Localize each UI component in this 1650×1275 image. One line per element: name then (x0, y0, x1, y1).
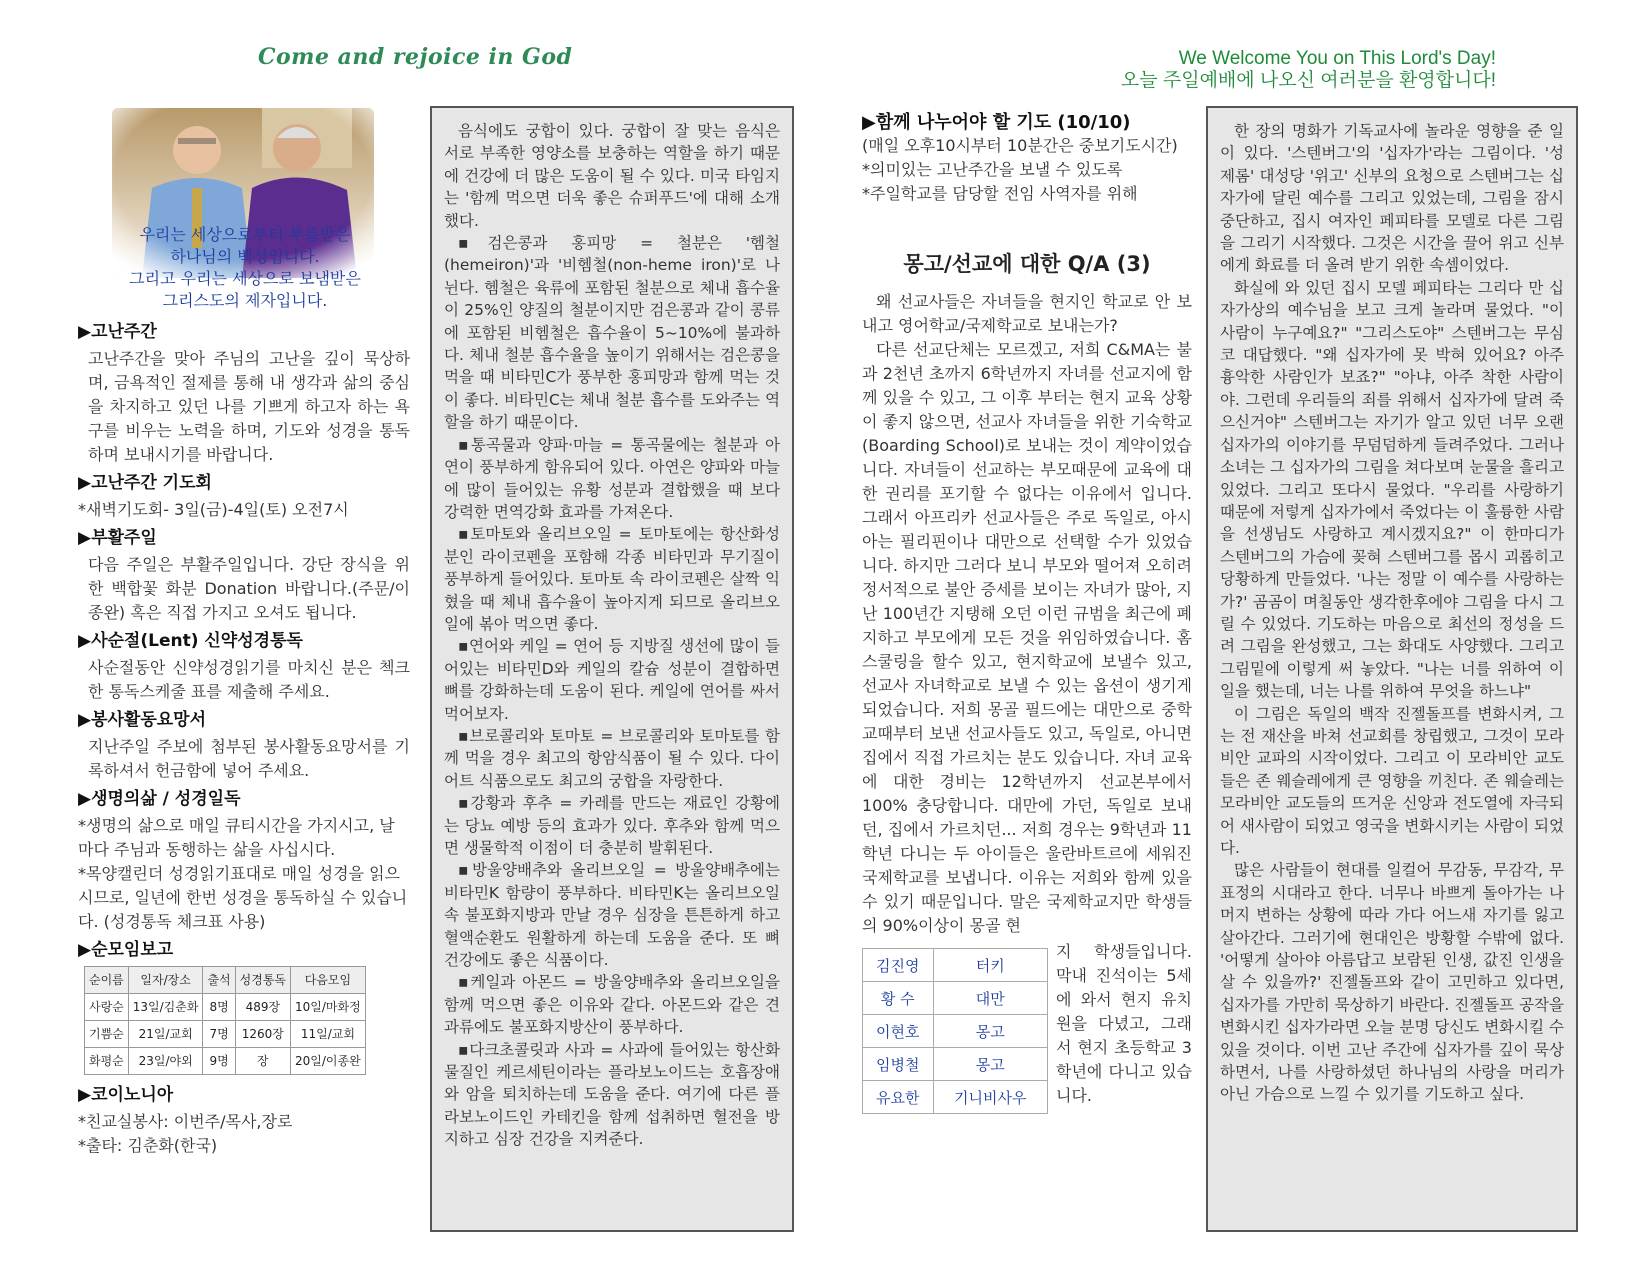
missionary-name: 이현호 (863, 1015, 934, 1048)
prayer-qa-column (862, 108, 1192, 1114)
section-title: ▶순모임보고 (78, 940, 174, 960)
table-cell: 사랑순 (85, 994, 129, 1021)
qa-body (862, 290, 1192, 938)
paragraph: ▪토마토와 올리브오일 = 토마토에는 항산화성분인 라이코펜을 포함해 각종 비타민과 무기질이 풍부하게 들어있다. 토마토 속 라이코펜은 살짝 익혔을 때 체내 흡수율이 높아지게 되므로 올리브오일에 볶아 먹으면 좋다. (444, 525, 780, 633)
section-title: ▶생명의삶 / 성경일독 (78, 789, 241, 809)
missionary-country: 대만 (933, 982, 1047, 1015)
table-row (85, 1021, 366, 1048)
prayer-line: *주일학교를 담당할 전임 사역자를 위해 (862, 184, 1138, 203)
story-box (1206, 106, 1578, 1232)
section-body: 다음 주일은 부활주일입니다. 강단 장식을 위한 백합꽃 화분 Donation 바랍니다.(주문/이종완) 혹은 직접 가지고 오셔도 됩니다. (88, 555, 410, 622)
section-body: *친교실봉사: 이번주/목사,장로 (78, 1112, 293, 1131)
food-pairing-box (430, 106, 794, 1232)
announcements-column (78, 316, 410, 1158)
caption-line: 그리스도의 제자입니다. (162, 291, 328, 310)
table-row (85, 994, 366, 1021)
section-body: *목양캘린더 성경읽기표대로 매일 성경을 읽으시므로, 일년에 한번 성경을 통독하실 수 있습니다. (성경통독 체크표 사용) (78, 864, 408, 931)
table-cell: 11일/교회 (291, 1021, 366, 1048)
column-header: 출석 (203, 967, 235, 994)
table-cell: 7명 (203, 1021, 235, 1048)
paragraph: ▪브로콜리와 토마토 = 브로콜리와 토마토를 함께 먹을 경우 최고의 항암식품이 될 수 있다. 다이어트 식품으로도 최고의 궁합을 자랑한다. (444, 726, 780, 790)
paragraph: ▪케일과 아몬드 = 방울양배추와 올리브오일을 함께 먹으면 좋은 이유와 같다. 아몬드와 같은 견과류에도 불포화지방산이 풍부하다. (444, 973, 780, 1037)
section-body: *생명의 삶으로 매일 큐티시간을 가지시고, 날마다 주님과 동행하는 삶을 사십시다. (78, 816, 395, 859)
column-header: 성경통독 (235, 967, 290, 994)
paragraph: ▪다크초콜릿과 사과 = 사과에 들어있는 항산화물질인 케르세틴이라는 플라보노이드는 호흡장애와 암을 퇴치하는데 도움을 준다. 여기에 다른 플라보노이드인 카테킨을 함께 섭취하면 혈전을 방지하고 심장 건강을 지켜준다. (444, 1040, 780, 1149)
caption-line: 우리는 세상으로부터 부름받은 (139, 225, 351, 244)
story-text (1220, 120, 1564, 1106)
column-header: 다음모임 (291, 967, 366, 994)
section-title: ▶부활주일 (78, 528, 157, 548)
section-title: ▶고난주간 기도회 (78, 473, 212, 493)
caption-line: 하나님의 백성입니다. (170, 247, 320, 266)
section-title: ▶코이노니아 (78, 1085, 174, 1105)
paragraph: ▪강황과 후추 = 카레를 만드는 재료인 강황에는 당뇨 예방 등의 효과가 있다. 후추와 함께 먹으면 생물학적 이점이 더 충분히 발휘된다. (444, 794, 780, 857)
small-group-report-table (84, 966, 366, 1075)
qa-footer (862, 940, 1192, 1114)
missionary-name: 김진영 (863, 949, 934, 982)
table-cell: 기쁨순 (85, 1021, 129, 1048)
section-title: ▶봉사활동요망서 (78, 710, 207, 730)
missionary-country: 기니비사우 (933, 1081, 1047, 1114)
paragraph: ▪방울양배추와 올리브오일 = 방울양배추에는 비타민K 함량이 풍부하다. 비타민K는 올리브오일 속 불포화지방과 만날 경우 심장을 튼튼하게 하고 혈액순환도 원활하게 하는데 도움을 준다. 또 뼈 건강에도 좋은 식품이다. (444, 861, 780, 970)
missionary-name: 황 수 (863, 982, 934, 1015)
table-cell: 23일/야외 (128, 1048, 203, 1075)
section-title: ▶사순절(Lent) 신약성경통독 (78, 631, 303, 651)
welcome-korean: 오늘 주일예배에 나오신 여러분을 환영합니다! (1120, 70, 1496, 91)
prayer-line: (매일 오후10시부터 10분간은 중보기도시간) (862, 136, 1178, 155)
missionary-country: 터키 (933, 949, 1047, 982)
qa-tail: 지 학생들입니다. 막내 진석이는 5세에 와서 현지 유치원을 다녔고, 그래서 현지 초등학교 3학년에 다니고 있습니다. (1056, 942, 1192, 1105)
section-title: ▶고난주간 (78, 322, 157, 342)
table-row (863, 1015, 1048, 1048)
section-body: *출타: 김춘화(한국) (78, 1136, 218, 1155)
paragraph: ▪연어와 케일 = 연어 등 지방질 생선에 많이 들어있는 비타민D와 케일의 칼슘 성분이 결합하면 뼈를 강화하는데 도움이 된다. 케일에 연어를 싸서 먹어보자. (444, 637, 780, 723)
table-cell: 13일/김춘화 (128, 994, 203, 1021)
table-cell: 21일/교회 (128, 1021, 203, 1048)
table-row (863, 982, 1048, 1015)
table-cell: 489장 (235, 994, 290, 1021)
caption-line: 그리고 우리는 세상으로 보냄받은 (129, 269, 361, 288)
table-cell: 10일/마화정 (291, 994, 366, 1021)
paragraph: ▪통곡물과 양파·마늘 = 통곡물에는 철분과 아연이 풍부하게 함유되어 있다. 아연은 양파와 마늘에 많이 들어있는 유황 성분과 결합했을 때 보다 강력한 면역강화 효과를 가져온다. (444, 435, 780, 521)
column-header: 일자/장소 (128, 967, 203, 994)
paragraph: 화실에 와 있던 집시 모델 페피타는 그리다 만 십자가상의 예수님을 보고 크게 놀라며 물었다. "이 사람이 누구예요?" "그리스도야" 스텐버그는 무심코 대답했다. "왜 십자가에 못 박혀 있어요? 아주 흉악한 사람인가 보죠?" "아냐, 아주 착한 사람이야. 그런데 우리들의 죄를 위해서 십자가에 달려 죽으신거야" 스텐버그는 자기가 알고 있던 너무 오랜 십자가의 이야기를 무덤덤하게 들려주었다. 그러나 소녀는 그 십자가의 그림을 쳐다보며 눈물을 흘리고 있었다. 그리고 또다시 물었다. "우리를 사랑하기 때문에 저렇게 십자가에서 죽었다는 이 훌륭한 사람을 선생님도 사랑하고 계시겠지요?" 이 한마디가 스텐버그의 가슴에 꽂혀 스텐버그를 몹시 괴롭히고 당황하게 만들었다. '나는 정말 이 예수를 사랑하는가?' 곰곰이 며칠동안 생각한후에야 그림을 다시 그릴 수 있었다. 기도하는 마음으로 최선의 정성을 드려 그림을 완성했고, 그는 화대도 사양했다. 그리고 그림밑에 이렇게 써 놓았다. "나는 너를 위하여 이 일을 했는데, 너는 나를 위하여 무엇을 하느냐" (1220, 278, 1564, 701)
table-cell: 8명 (203, 994, 235, 1021)
welcome-english: We Welcome You on This Lord's Day! (1178, 48, 1496, 69)
paragraph: 많은 사람들이 현대를 일컬어 무감동, 무감각, 무표정의 시대라고 한다. 너무나 바쁘게 돌아가는 나머지 변하는 상황에 따라 가다 어느새 자기를 잃고 살아간다. 그러기에 현대인은 방황할 수밖에 없다. '어떻게 살아야 아름답고 보람된 인생, 값진 인생을 살 수 있을까?' 진젤돌프와 같이 고민하고 있다면, 십자가를 가만히 묵상하기 바란다. 진젤돌프 공작을 변화시킨 십자가라면 오늘 분명 당신도 변화시킬 수 있을 것이다. 이번 고난 주간에 십자가를 깊이 묵상하면서, 나를 사랑하셨던 하나님의 사랑을 머리가 아닌 가슴으로 느낄 수 있기를 기도하고 싶다. (1220, 861, 1564, 1104)
section-body: *새벽기도회- 3일(금)-4일(토) 오전7시 (78, 500, 349, 519)
qa-title: 몽고/선교에 대한 Q/A (3) (903, 252, 1151, 276)
table-row (863, 1048, 1048, 1081)
column-header: 순이름 (85, 967, 129, 994)
missionary-table (862, 948, 1048, 1114)
section-body: 사순절동안 신약성경읽기를 마치신 분은 첵크한 통독스케줄 표를 제출해 주세요. (88, 658, 410, 701)
qa-answer: 다른 선교단체는 모르겠고, 저희 C&MA는 불과 2천년 초까지 6학년까지 자녀를 선교지에 함께 있을 수 있고, 그 이후 부터는 현지 교육 상황이 좋지 않으면, 선교사 자녀들을 위한 기숙학교(Boarding School)로 보내는 것이 계약이었습니다. 자녀들이 선교하는 부모때문에 교육에 대한 권리를 포기할 수 없다는 이유에서 입니다. 그래서 아프리카 선교사들은 주로 독일로, 아시아는 필리핀이나 대만으로 선택할 수가 있었습니다. 하지만 그러다 보니 부모와 떨어져 오히려 정서적으로 불안 증세를 보이는 자녀가 많아, 지난 100년간 지탱해 오던 이런 규범을 최근에 폐지하고 부모에게 모든 것을 위임하였습니다. 홈스쿨링을 할수 있고, 현지학교에 보낼수 있고, 선교사 자녀학교로 보낼 수 있는 옵션이 생기게 되었습니다. 저희 몽골 필드에는 대만으로 중학교때부터 보낸 선교사들도 있고, 독일로, 아니면 집에서 직접 가르치는 분도 있습니다. 자녀 교육에 대한 경비는 12학년까지 선교본부에서100% 충당합니다. 대만에 가던, 독일로 보내던, 집에서 가르치던... 저희 경우는 9학년과 11학년 다니는 두 아이들은 울란바트르에 세워진 국제학교를 보냅니다. 이유는 저희와 함께 있을 수 있기 때문입니다. 말은 국제학교지만 학생들의 90%이상이 몽골 현 (862, 340, 1192, 935)
missionary-country: 몽고 (933, 1015, 1047, 1048)
left-header-title: Come and rejoice in God (258, 44, 573, 70)
prayer-title: ▶함께 나누어야 할 기도 (10/10) (862, 112, 1131, 133)
table-cell: 20일/이종완 (291, 1048, 366, 1075)
food-pairing-text (444, 120, 780, 1151)
qa-question: 왜 선교사들은 자녀들을 현지인 학교로 안 보내고 영어학교/국제학교로 보내는가? (862, 292, 1192, 335)
table-header-row (85, 967, 366, 994)
table-row (863, 949, 1048, 982)
section-body: 고난주간을 맞아 주님의 고난을 깊이 묵상하며, 금욕적인 절제를 통해 내 생각과 삶의 중심을 차지하고 있던 나를 기쁘게 하고자 하는 욕구를 비우는 노력을 하며, 기도와 성경을 통독하며 보내시기를 바랍니다. (88, 349, 410, 464)
section-body: 지난주일 주보에 첨부된 봉사활동요망서를 기록하셔서 헌금함에 넣어 주세요. (88, 737, 410, 780)
table-cell: 1260장 (235, 1021, 290, 1048)
paragraph: ▪검은콩과 홍피망 = 철분은 '헴철(hemeiron)'과 '비헴철(non-heme iron)'로 나뉜다. 헴철은 육류에 포함된 철분으로 체내 흡수율이 25%인 양질의 철분이지만 검은콩과 같이 콩류에 포함된 비헴철은 흡수율이 5~10%에 불과하다. 체내 철분 흡수율을 높이기 위해서는 검은콩을 먹을 때 비타민C가 풍부한 홍피망과 함께 먹는 것이 좋다. 비타민C는 체내 철분 흡수를 도와주는 역할을 하기 때문이다. (444, 234, 780, 432)
prayer-line: *의미있는 고난주간을 보낼 수 있도록 (862, 160, 1123, 179)
table-row (85, 1048, 366, 1075)
table-cell: 장 (235, 1048, 290, 1075)
table-cell: 화평순 (85, 1048, 129, 1075)
table-row (863, 1081, 1048, 1114)
table-cell: 9명 (203, 1048, 235, 1075)
photo-caption (100, 224, 390, 312)
paragraph: 한 장의 명화가 기독교사에 놀라운 영향을 준 일이 있다. '스텐버그'의 '십자가'라는 그림이다. '성 제롬' 대성당 '위고' 신부의 요청으로 스텐버그는 십자가에 달린 예수를 그리고 있었는데, 그림을 잠시 중단하고, 집시 여자인 페피타를 모델로 다른 그림을 그리기 시작했다. 그것은 시간을 끌어 위고 신부에게 화료를 더 올려 받기 위한 속셈이었다. (1220, 122, 1564, 275)
paragraph: 음식에도 궁합이 있다. 궁합이 잘 맞는 음식은 서로 부족한 영양소를 보충하는 역할을 하기 때문에 건강에 더 많은 도움이 될 수 있다. 미국 타임지는 '함께 먹으면 더욱 좋은 슈퍼푸드'에 대해 소개했다. (444, 122, 780, 230)
missionary-country: 몽고 (933, 1048, 1047, 1081)
missionary-name: 임병철 (863, 1048, 934, 1081)
missionary-name: 유요한 (863, 1081, 934, 1114)
paragraph: 이 그림은 독일의 백작 진젤돌프를 변화시켜, 그는 전 재산을 바쳐 선교회를 창립했고, 그것이 모라비안 교파의 시작이었다. 그리고 이 모라비안 교도들은 존 웨슬레에게 큰 영향을 끼친다. 존 웨슬레는 모라비안 교도들의 뜨거운 신앙과 전도열에 자극되어 새사람이 되었고 영국을 변화시키는 사람이 되었다. (1220, 704, 1564, 857)
welcome-header (996, 48, 1496, 92)
